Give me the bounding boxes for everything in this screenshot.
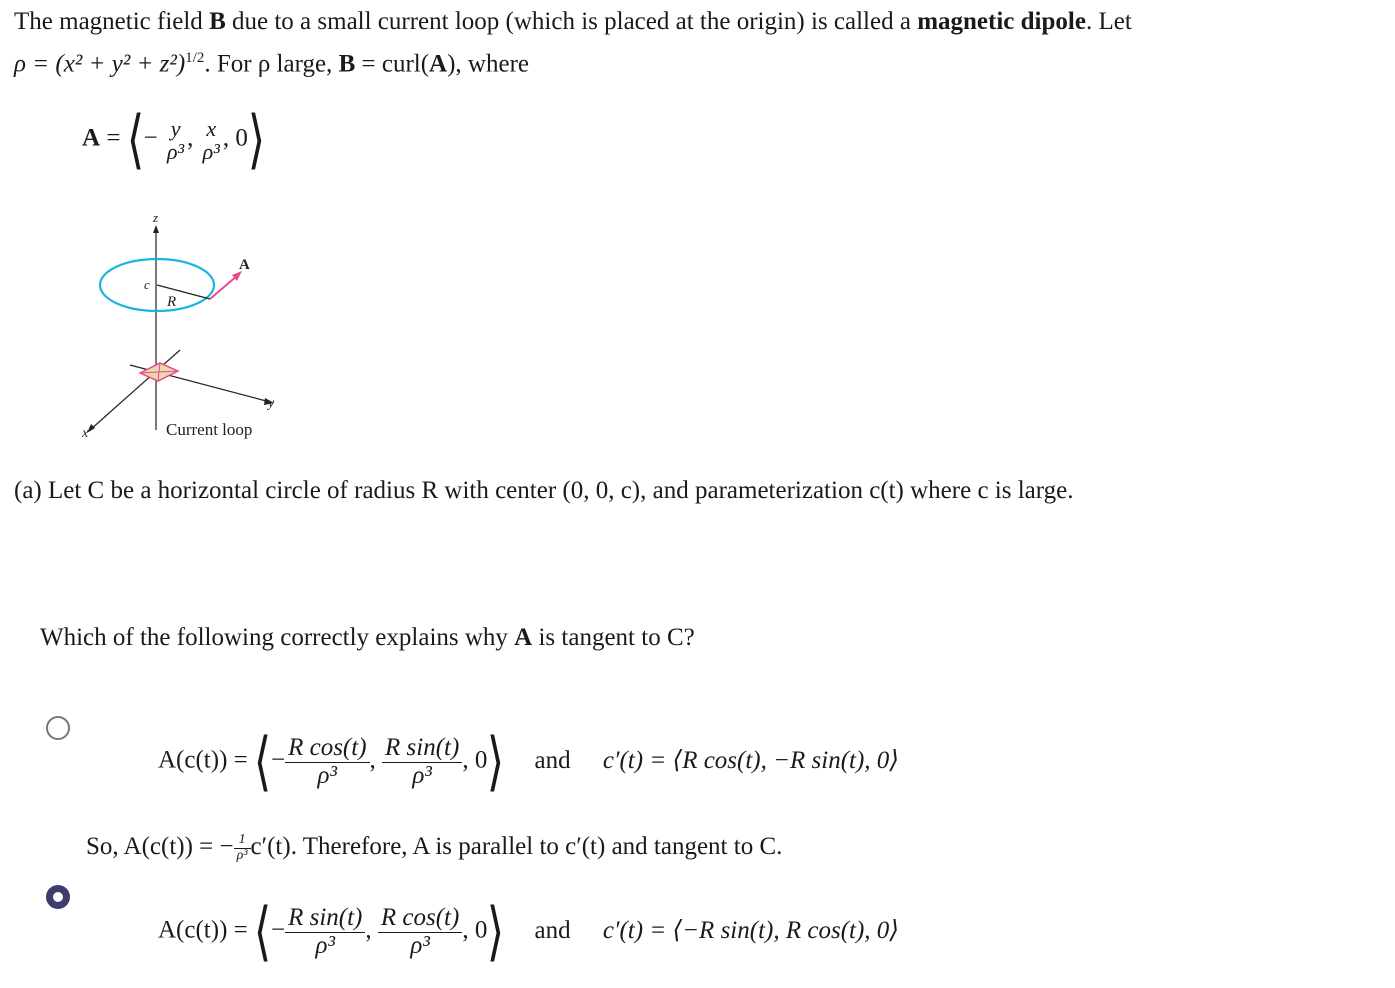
- option-2-num-2: R cos(t): [378, 905, 462, 932]
- a-def-lhs: A: [82, 124, 101, 152]
- a-def-minus: −: [143, 124, 158, 152]
- intro-a-symbol: A: [429, 50, 448, 78]
- intro-text-2: due to a small current loop (which is placed at the origin) is called a: [232, 8, 911, 35]
- a-definition: A = ⟨− y ρ³ , x ρ³ , 0⟩: [82, 104, 266, 175]
- option-1-right-bracket: ⟩: [487, 726, 505, 797]
- option-1-lhs: A(c(t)) =: [158, 746, 248, 774]
- figure-caption: Current loop: [166, 420, 253, 439]
- question-bold-a: A: [514, 624, 533, 651]
- intro-where: ), where: [447, 50, 530, 78]
- option-1-den-1: ρ³: [317, 761, 338, 789]
- intro-rho-large: . For ρ large,: [204, 50, 333, 78]
- option-2-and: and: [534, 916, 571, 944]
- question-suffix: is tangent to C?: [538, 624, 695, 651]
- option-1-left-bracket: ⟨: [253, 726, 272, 797]
- option-2-left-bracket: ⟨: [253, 896, 272, 967]
- option-1-explanation[interactable]: [86, 833, 782, 863]
- x-label: x: [82, 426, 89, 441]
- intro-text: The magnetic field: [14, 8, 203, 35]
- a-def-den-2: ρ³: [202, 139, 220, 164]
- intro-line-2: [14, 50, 529, 78]
- option-1-equation[interactable]: A(c(t)) = ⟨− $\frac{\text{R cos(t)}}{\text{ρ³}}$ , $\frac{\text{R sin(t)}}{\text{ρ³}}$ , 0⟩ and c′(t) = ⟨R cos(t), −R sin(t), 0⟩: [158, 726, 900, 797]
- z-axis-arrow: [153, 225, 159, 233]
- option-1-derivative: c′(t) = ⟨R cos(t), −R sin(t), 0⟩: [602, 746, 900, 774]
- right-angle-bracket: ⟩: [247, 104, 266, 175]
- intro-let: . Let: [1085, 8, 1132, 35]
- option-2-den-1: ρ³: [315, 931, 335, 959]
- radius-line: [157, 285, 210, 299]
- option-2-frac-1: [285, 905, 365, 959]
- r-label: R: [167, 294, 177, 310]
- option-1-num-2: R sin(t): [382, 735, 462, 762]
- intro-curl: = curl(: [361, 50, 430, 78]
- intro-b-symbol: B: [209, 8, 226, 35]
- option-2-derivative: c′(t) = ⟨−R sin(t), R cos(t), 0⟩: [602, 916, 900, 944]
- a-def-den-1: ρ³: [167, 139, 185, 164]
- rho-definition: ρ = (x² + y² + z²): [14, 50, 186, 78]
- option-1-radio[interactable]: [46, 716, 70, 740]
- a-def-frac-2: [200, 117, 223, 163]
- question-text: [40, 624, 695, 652]
- option-2-lhs: A(c(t)) =: [158, 916, 248, 944]
- magnetic-dipole-term: magnetic dipole: [917, 8, 1086, 35]
- part-a-text: (a) Let C be a horizontal circle of radius R with center (0, 0, c), and parameterization c(t) where c is large.: [14, 477, 1074, 504]
- a-def-tail: , 0: [222, 124, 248, 152]
- option-1-so-frac: [234, 833, 251, 863]
- option-1-and: and: [534, 746, 571, 774]
- y-label: y: [268, 396, 275, 411]
- x-axis: [90, 350, 180, 430]
- option-2-num-1: R sin(t): [285, 905, 365, 932]
- option-1-so-frac-num: 1: [234, 833, 251, 849]
- option-2-radio[interactable]: [46, 885, 70, 909]
- option-2-equation[interactable]: A(c(t)) = ⟨− $\frac{\text{R sin(t)}}{\text{ρ³}}$ , $\frac{\text{R cos(t)}}{\text{ρ³}}$ , 0⟩ and c′(t) = ⟨−R sin(t), R cos(t), 0⟩: [158, 896, 900, 967]
- option-1-tail: , 0: [462, 746, 488, 774]
- option-2-right-bracket: ⟩: [487, 896, 505, 967]
- option-2-frac-2: [378, 905, 462, 959]
- a-vector-label: A: [239, 257, 250, 273]
- option-2-den-2: ρ³: [410, 931, 430, 959]
- option-1-num-1: R cos(t): [285, 735, 369, 762]
- intro-b-symbol-2: B: [338, 50, 356, 78]
- a-def-num-1: y: [170, 115, 181, 141]
- a-def-num-2: x: [206, 115, 217, 141]
- rho-exponent: 1/2: [185, 50, 205, 66]
- option-1-den-2: ρ³: [412, 761, 432, 789]
- option-1-so-suffix: c′(t). Therefore, A is parallel to c′(t) and tangent to C.: [250, 833, 783, 860]
- option-1-so-prefix: So, A(c(t)) = −: [86, 833, 234, 860]
- option-1-frac-2: [382, 735, 462, 789]
- a-def-frac-1: [164, 117, 187, 163]
- option-2-tail: , 0: [462, 916, 488, 944]
- current-loop-figure: [70, 205, 300, 450]
- intro-line-1: [14, 8, 1132, 36]
- left-angle-bracket: ⟨: [126, 104, 144, 175]
- z-label: z: [153, 210, 159, 225]
- a-def-eq: =: [106, 124, 121, 152]
- option-1-frac-1: [285, 735, 369, 789]
- option-1-so-frac-den: ρ³: [236, 847, 248, 863]
- c-label: c: [144, 277, 150, 292]
- question-prefix: Which of the following correctly explains why: [40, 624, 508, 651]
